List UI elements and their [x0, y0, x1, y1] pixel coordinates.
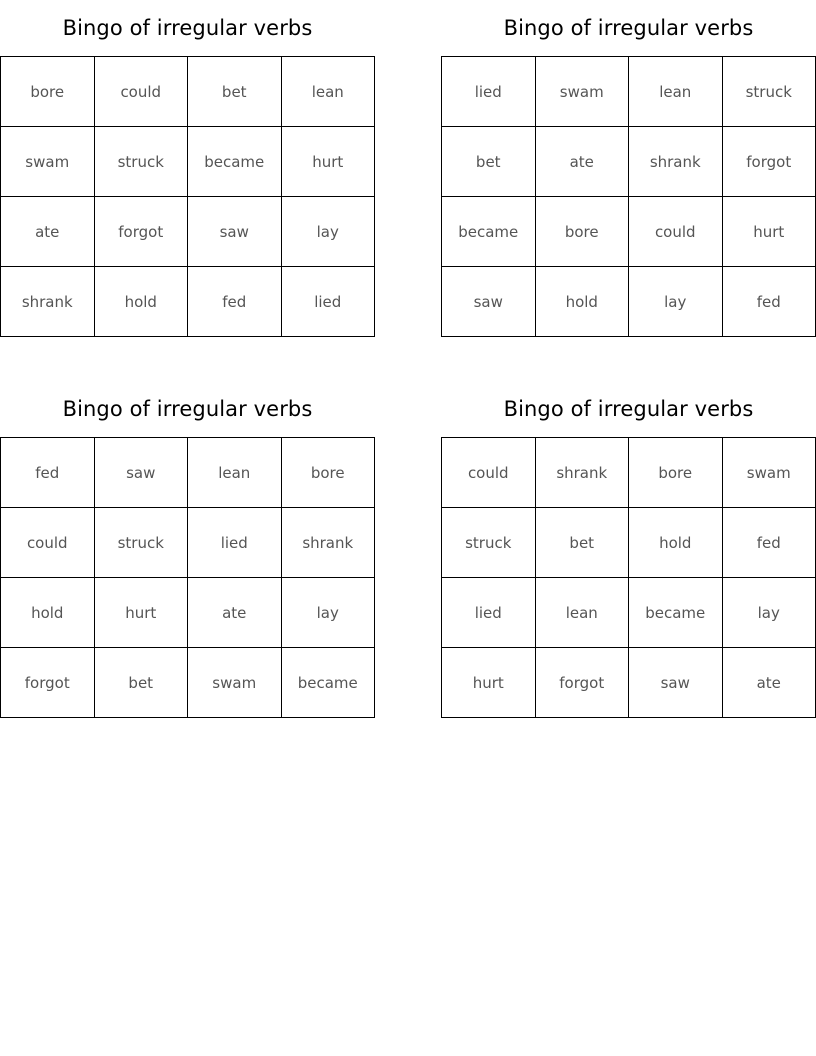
bingo-cell: hurt [442, 648, 536, 718]
bingo-cell: bet [95, 648, 189, 718]
bingo-cell: struck [95, 127, 189, 197]
card-title: Bingo of irregular verbs [62, 397, 313, 421]
bingo-grid [0, 437, 375, 718]
bingo-cell: lied [282, 267, 376, 337]
bingo-cell: fed [723, 508, 816, 578]
bingo-grid [441, 56, 816, 337]
bingo-cell: bore [536, 197, 630, 267]
bingo-cell: fed [723, 267, 816, 337]
bingo-cell: could [442, 438, 536, 508]
bingo-cell: hold [95, 267, 189, 337]
bingo-cell: lean [629, 57, 723, 127]
bingo-cell: lean [188, 438, 282, 508]
bingo-cell: saw [442, 267, 536, 337]
bingo-cell: became [629, 578, 723, 648]
bingo-grid [0, 56, 375, 337]
bingo-cell: ate [1, 197, 95, 267]
bingo-cell: shrank [1, 267, 95, 337]
bingo-cell: lay [723, 578, 816, 648]
bingo-cell: lied [188, 508, 282, 578]
bingo-grid [441, 437, 816, 718]
bingo-cell: struck [442, 508, 536, 578]
bingo-cell: bet [188, 57, 282, 127]
bingo-cell: lay [282, 578, 376, 648]
bingo-cell: bet [442, 127, 536, 197]
bingo-cell: lay [282, 197, 376, 267]
bingo-card-4 [441, 381, 816, 718]
bingo-cell: became [282, 648, 376, 718]
bingo-cell: hurt [723, 197, 816, 267]
bingo-cell: hold [1, 578, 95, 648]
bingo-cell: struck [723, 57, 816, 127]
bingo-cell: shrank [629, 127, 723, 197]
bingo-cell: fed [1, 438, 95, 508]
bingo-cell: could [95, 57, 189, 127]
bingo-cell: hurt [282, 127, 376, 197]
bingo-cell: could [629, 197, 723, 267]
bingo-cell: forgot [1, 648, 95, 718]
bingo-cell: swam [536, 57, 630, 127]
bingo-cell: ate [188, 578, 282, 648]
bingo-cell: saw [188, 197, 282, 267]
bingo-cell: shrank [282, 508, 376, 578]
bingo-cell: could [1, 508, 95, 578]
card-title: Bingo of irregular verbs [503, 397, 754, 421]
card-title: Bingo of irregular verbs [62, 16, 313, 40]
bingo-cell: became [188, 127, 282, 197]
bingo-cell: bore [1, 57, 95, 127]
bingo-cell: fed [188, 267, 282, 337]
bingo-cell: forgot [95, 197, 189, 267]
bingo-cell: swam [723, 438, 816, 508]
bingo-cell: hold [536, 267, 630, 337]
card-title: Bingo of irregular verbs [503, 16, 754, 40]
bingo-cell: lay [629, 267, 723, 337]
bingo-cell: saw [95, 438, 189, 508]
bingo-cell: hold [629, 508, 723, 578]
bingo-cell: bet [536, 508, 630, 578]
bingo-cell: ate [536, 127, 630, 197]
bingo-cell: ate [723, 648, 816, 718]
bingo-cell: forgot [723, 127, 816, 197]
bingo-cell: swam [188, 648, 282, 718]
bingo-cell: bore [629, 438, 723, 508]
bingo-cell: forgot [536, 648, 630, 718]
bingo-card-2 [441, 0, 816, 337]
bingo-cell: struck [95, 508, 189, 578]
bingo-cell: bore [282, 438, 376, 508]
bingo-cell: hurt [95, 578, 189, 648]
bingo-cell: saw [629, 648, 723, 718]
bingo-card-1 [0, 0, 375, 337]
bingo-card-3 [0, 381, 375, 718]
bingo-cell: became [442, 197, 536, 267]
bingo-cell: swam [1, 127, 95, 197]
bingo-cell: lean [536, 578, 630, 648]
bingo-cell: lean [282, 57, 376, 127]
bingo-cell: shrank [536, 438, 630, 508]
bingo-cell: lied [442, 578, 536, 648]
bingo-cell: lied [442, 57, 536, 127]
